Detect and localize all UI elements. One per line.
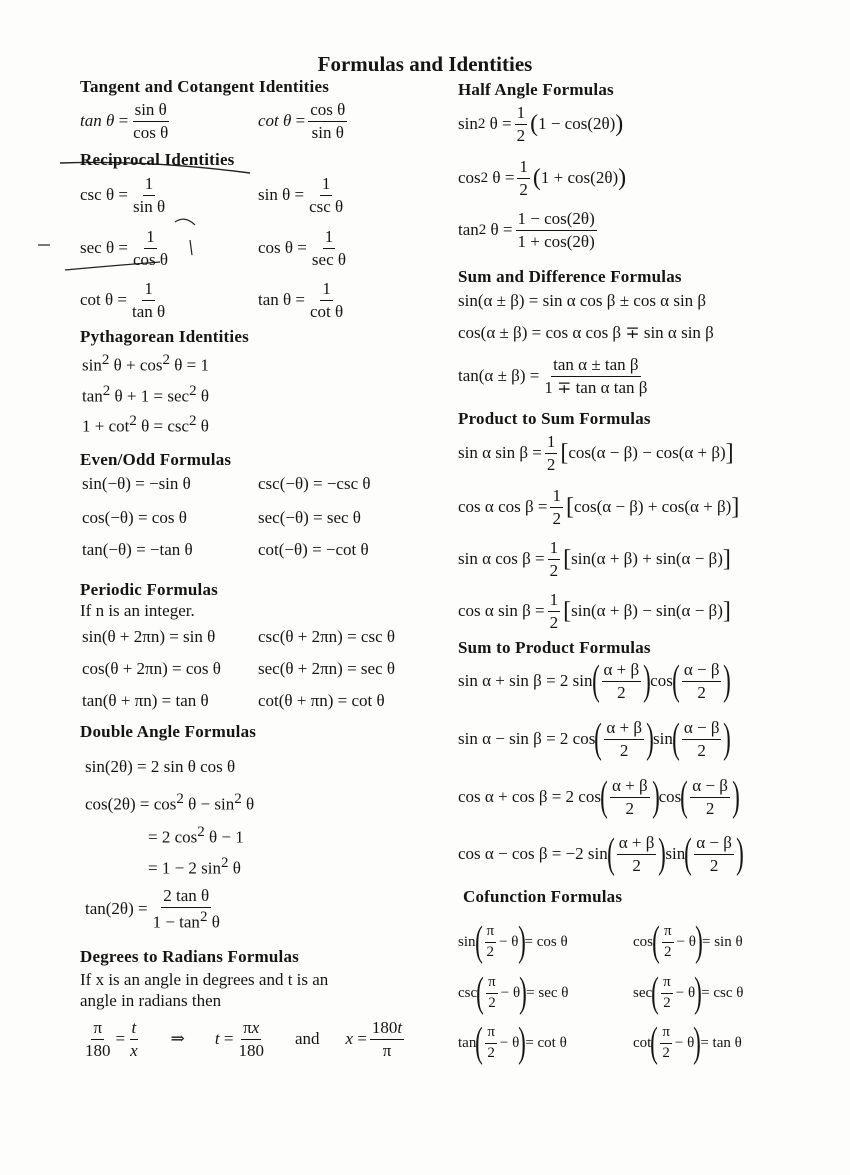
formula: cos(θ + 2πn) = cos θ (82, 659, 221, 678)
formula: cot ( $\frac{\pi}{2}$ − θ ) = tan θ (633, 1020, 742, 1066)
formula: cot θ = $\frac{1}{\text{tan θ}}$ (80, 279, 166, 321)
formula: = 2 $\cos^2 \theta - 1$ (148, 824, 244, 847)
heading-sumdiff: Sum and Difference Formulas (458, 267, 682, 286)
heading-reciprocal: Reciprocal Identities (80, 150, 235, 169)
formula: cos 2 θ = $\frac{1}{2}$ ( 1 + cos(2θ) ) (458, 157, 627, 199)
formula: tan(α ± β) = $\frac{\text{tan α ± tan β}}{\text{1 ∓ tan α tan β}}$ (458, 355, 648, 397)
formula: sin ( $\frac{\pi}{2}$ − θ ) = cos θ (458, 919, 568, 965)
heading-pythagorean: Pythagorean Identities (80, 327, 249, 346)
formula: cos θ = $\frac{1}{\text{sec θ}}$ (258, 227, 347, 269)
heading-sumprod: Sum to Product Formulas (458, 638, 651, 657)
heading-degrees: Degrees to Radians Formulas (80, 947, 299, 966)
implies-arrow: ⇒ (170, 1029, 185, 1049)
formula: sin(θ + 2πn) = sin θ (82, 627, 216, 646)
formula: tan(2θ) = $\frac{\text{2 tan θ}}{1 - \tan^2 \theta}$ (85, 886, 220, 932)
formula: cos(α ± β) = cos α cos β ∓ sin α sin β (458, 323, 714, 342)
formula: $\frac{\pi}{180}$ = $\frac{t}{x}$ (85, 1018, 138, 1060)
formula: csc(θ + 2πn) = csc θ (258, 627, 396, 646)
formula: sin θ = $\frac{1}{\text{csc θ}}$ (258, 174, 344, 216)
heading-evenodd: Even/Odd Formulas (80, 450, 232, 469)
formula: sin(α ± β) = sin α cos β ± cos α sin β (458, 291, 707, 310)
heading-tangent: Tangent and Cotangent Identities (80, 77, 330, 96)
degrees-note-2: angle in radians then (80, 991, 222, 1010)
formula: cot(θ + πn) = cot θ (258, 691, 385, 710)
heading-double: Double Angle Formulas (80, 722, 257, 741)
formula: cos ( $\frac{\pi}{2}$ − θ ) = sin θ (633, 919, 743, 965)
formula: $\sin^2 \theta + \cos^2 \theta = 1$ (82, 352, 209, 375)
page-title: Formulas and Identities (317, 52, 533, 76)
formula: tan(−θ) = −tan θ (82, 540, 193, 559)
formula: sec θ = $\frac{1}{\text{cos θ}}$ (80, 227, 168, 269)
formula: tan ( $\frac{\pi}{2}$ − θ ) = cot θ (458, 1020, 567, 1066)
formula: cos α sin β = $\frac{1}{2}$ [ sin(α + β) − sin(α − β) ] (458, 590, 731, 632)
formula: cos α + cos β = 2 cos ( $\frac{\alpha + \beta}{2}$ ) cos ( $\frac{\alpha - \beta}{2}$ ) (458, 774, 740, 821)
formula: sin α cos β = $\frac{1}{2}$ [ sin(α + β) + sin(α − β) ] (458, 538, 731, 580)
formula: $\tan^2 \theta + 1 = \sec^2 \theta$ (82, 383, 209, 406)
heading-prodsum: Product to Sum Formulas (458, 409, 651, 428)
formula: sec(θ + 2πn) = sec θ (258, 659, 396, 678)
formula: cos α − cos β = −2 sin ( $\frac{\alpha + \beta}{2}$ ) sin ( $\frac{\alpha - \beta}{2}$ ) (458, 831, 744, 878)
reciprocal-row-2 (80, 227, 351, 269)
formula: x = $\frac{180t}{\pi}$ (345, 1018, 403, 1060)
formula: sec ( $\frac{\pi}{2}$ − θ ) = csc θ (633, 970, 744, 1016)
formula: tan(θ + πn) = tan θ (82, 691, 209, 710)
formula: tan θ = $\frac{\text{sin θ}}{\text{cos θ}}$ (80, 100, 169, 142)
degrees-formula-row (80, 1018, 407, 1060)
formula: tan θ = $\frac{1}{\text{cot θ}}$ (258, 279, 344, 321)
formula: cos α cos β = $\frac{1}{2}$ [ cos(α − β) + cos(α + β) ] (458, 486, 740, 528)
formula: sin 2 θ = $\frac{1}{2}$ ( 1 − cos(2θ) ) (458, 103, 624, 145)
formula: csc θ = $\frac{1}{\text{sin θ}}$ (80, 174, 166, 216)
formula: sin α − sin β = 2 cos ( $\frac{\alpha + \beta}{2}$ ) sin ( $\frac{\alpha - \beta}{2}$ ) (458, 716, 732, 763)
heading-periodic: Periodic Formulas (80, 580, 218, 599)
formula: cos(−θ) = cos θ (82, 508, 187, 527)
periodic-note: If n is an integer. (80, 601, 195, 620)
reciprocal-row-3 (80, 279, 348, 321)
formula: = 1 − 2 $\sin^2 \theta$ (148, 855, 241, 878)
formula: csc ( $\frac{\pi}{2}$ − θ ) = sec θ (458, 970, 569, 1016)
formula: cot(−θ) = −cot θ (258, 540, 369, 559)
formula: tan 2 θ = $\frac{1 - \cos(2\theta)}{1 + \cos(2\theta)}$ (458, 209, 595, 251)
formula: t = $\frac{\pi x}{180}$ (214, 1018, 264, 1060)
reciprocal-row-1 (80, 174, 348, 216)
formula: sin α sin β = $\frac{1}{2}$ [ cos(α − β) − cos(α + β) ] (458, 432, 734, 474)
formula: sin(2θ) = 2 sin θ cos θ (85, 757, 236, 776)
tangent-row (80, 100, 350, 142)
heading-half: Half Angle Formulas (458, 80, 614, 99)
formula: sin(−θ) = −sin θ (82, 474, 191, 493)
formula: sin α + sin β = 2 sin ( $\frac{\alpha + \beta}{2}$ ) cos ( $\frac{\alpha - \beta}{2}$ ) (458, 658, 732, 705)
formula: cot θ = $\frac{\text{cos θ}}{\text{sin θ}}$ (258, 100, 346, 142)
and-word: and (294, 1029, 320, 1049)
degrees-note-1: If x is an angle in degrees and t is an (80, 970, 329, 989)
heading-cofunction: Cofunction Formulas (463, 887, 623, 906)
formula: sec(−θ) = sec θ (258, 508, 361, 527)
formula: $\cos(2\theta) = \cos^2 \theta - \sin^2 \theta$ (85, 791, 255, 814)
formula: $1 + \cot^2 \theta = \csc^2 \theta$ (82, 413, 209, 436)
formula: csc(−θ) = −csc θ (258, 474, 371, 493)
